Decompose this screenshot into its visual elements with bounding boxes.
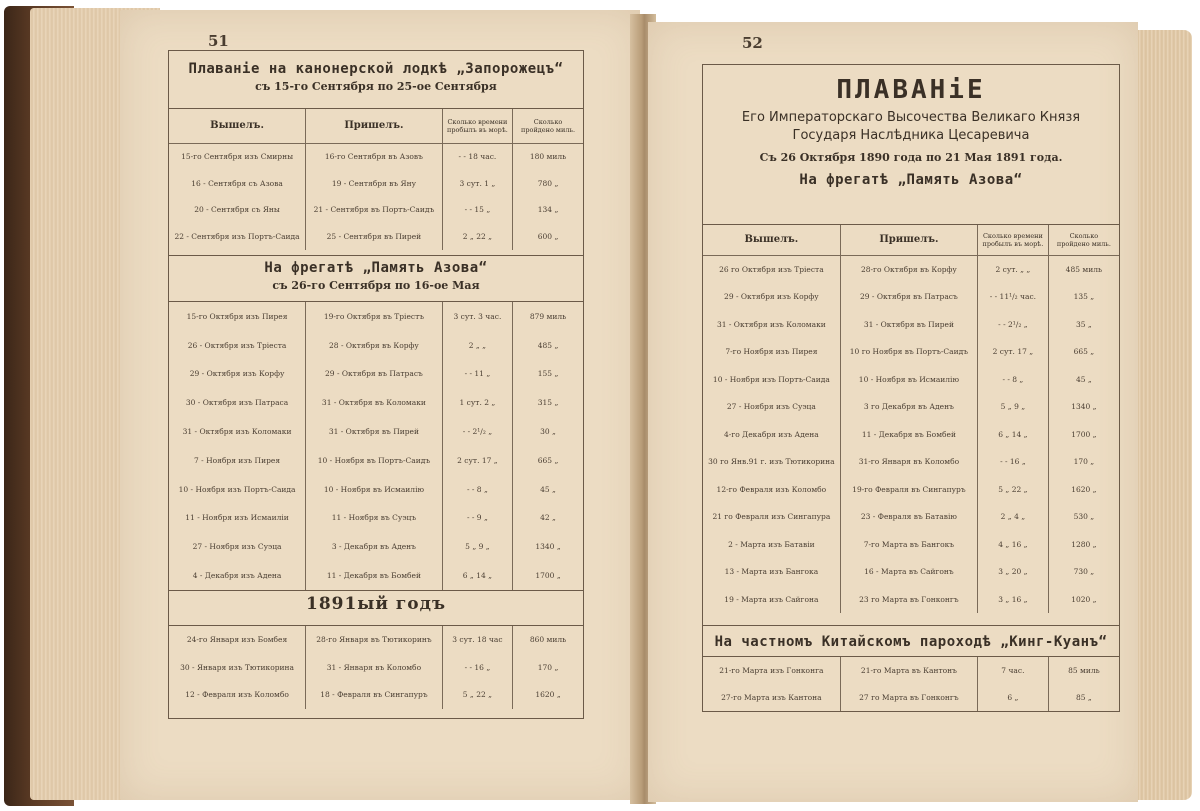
miles-cell: 30 „ (540, 427, 556, 437)
table-row (703, 503, 1119, 531)
time-at-sea-cell: 2 „ 4 „ (978, 503, 1049, 531)
departed-cell: 16 - Сентября съ Азова (169, 170, 306, 197)
col-arrived: Пришелъ. (840, 225, 977, 255)
col-miles: Сколько пройдено миль. (1048, 225, 1119, 255)
col-departed: Вышелъ. (169, 109, 306, 143)
time-at-sea-cell: 3 сут. 3 час. (442, 302, 512, 331)
table-row (169, 388, 583, 417)
departed-cell: 12-го Февраля изъ Коломбо (703, 476, 840, 504)
table-row (169, 170, 583, 197)
section-cesarevich (702, 64, 1120, 712)
miles-cell: 665 „ (1073, 347, 1095, 357)
table-row (703, 558, 1119, 586)
departed-cell: 30 - Января изъ Тютикорина (169, 654, 306, 682)
table-row (169, 626, 583, 654)
miles-cell: 170 „ (1073, 457, 1095, 467)
arrived-cell: 21 - Сентября въ Портъ-Саидъ (306, 197, 443, 224)
table-row (169, 504, 583, 533)
arrived-cell: 19-го Февраля въ Сингапуръ (840, 476, 977, 504)
arrived-cell: 19-го Октября въ Трiестъ (306, 302, 443, 331)
miles-cell: 485 миль (1065, 264, 1103, 274)
time-at-sea-cell: - - 8 „ (978, 366, 1049, 394)
miles-cell: 1280 „ (1071, 539, 1097, 549)
table-row (703, 684, 1119, 711)
departed-cell: 30 го Янв.91 г. изъ Тютикорина (703, 448, 840, 476)
time-at-sea-cell: - - 11 „ (442, 360, 512, 389)
table-row (169, 417, 583, 446)
miles-cell: 42 „ (540, 513, 556, 523)
section-zaporozhets (168, 50, 584, 256)
table-header-row (169, 109, 583, 143)
time-at-sea-cell: 5 „ 9 „ (442, 532, 512, 561)
arrived-cell: 23 го Марта въ Гонконгъ (840, 586, 977, 614)
departed-cell: 27 - Ноября изъ Суэца (169, 532, 306, 561)
col-time-at-sea: Сколько времени пробылъ въ морѣ. (978, 225, 1049, 255)
time-at-sea-cell: 4 „ 16 „ (978, 531, 1049, 559)
table-row (703, 421, 1119, 449)
miles-cell: 530 „ (1073, 512, 1095, 522)
arrived-cell: 11 - Ноября въ Суэцъ (306, 504, 443, 533)
time-at-sea-cell: - - 16 „ (442, 654, 512, 682)
arrived-cell: 10 - Ноября въ Исмаилiю (306, 475, 443, 504)
col-miles: Сколько пройдено миль. (513, 109, 583, 143)
table-row (703, 476, 1119, 504)
subtitle: Его Императорскаго Высочества Великаго Князя Государя Наслѣдника Цесаревича (741, 110, 1081, 143)
time-at-sea-cell: - - 8 „ (442, 475, 512, 504)
arrived-cell: 10 - Ноября въ Портъ-Саидъ (306, 446, 443, 475)
arrived-cell: 10 - Ноября въ Исмаилiю (840, 366, 977, 394)
col-arrived: Пришелъ. (306, 109, 443, 143)
arrived-cell: 28-го Января въ Тютикоринъ (306, 626, 443, 654)
table-row (169, 561, 583, 590)
arrived-cell: 31 - Октября въ Пирей (306, 417, 443, 446)
time-at-sea-cell: 3 „ 20 „ (978, 558, 1049, 586)
departed-cell: 26 го Октября изъ Трiеста (703, 255, 840, 283)
time-at-sea-cell: - - 18 час. (442, 143, 512, 170)
miles-cell: 45 „ (1075, 374, 1092, 384)
miles-cell: 600 „ (537, 231, 559, 241)
time-at-sea-cell: - - 11¹/₂ час. (978, 283, 1049, 311)
arrived-cell: 3 го Декабря въ Аденъ (840, 393, 977, 421)
arrived-cell: 25 - Сентября въ Пирей (306, 223, 443, 250)
vessel-name: На фрегатѣ „Память Азова“ (264, 260, 488, 276)
arrived-cell: 29 - Октября въ Патрасъ (306, 360, 443, 389)
miles-cell: 35 „ (1075, 319, 1092, 329)
departed-cell: 26 - Октября изъ Трiеста (169, 331, 306, 360)
time-at-sea-cell: 6 „ 14 „ (442, 561, 512, 590)
time-at-sea-cell: 6 „ (978, 684, 1049, 711)
col-time-at-sea: Сколько времени пробылъ въ морѣ. (442, 109, 512, 143)
miles-cell: 860 миль (529, 635, 567, 645)
miles-cell: 170 „ (537, 662, 559, 672)
vessel-name: Плаванiе на канонерской лодкѣ „Запорожецъ“ (188, 61, 564, 77)
table-row (703, 531, 1119, 559)
departed-cell: 22 - Сентября изъ Портъ-Саида (169, 223, 306, 250)
departed-cell: 29 - Октября изъ Корфу (703, 283, 840, 311)
arrived-cell: 28 - Октября въ Корфу (306, 331, 443, 360)
miles-cell: 315 „ (537, 398, 559, 408)
table-row (169, 532, 583, 561)
time-at-sea-cell: 2 сут. „ „ (978, 255, 1049, 283)
time-at-sea-cell: 3 сут. 1 „ (442, 170, 512, 197)
table-row (703, 283, 1119, 311)
departed-cell: 13 - Марта изъ Бангока (703, 558, 840, 586)
table-row (169, 197, 583, 224)
table-row (703, 657, 1119, 684)
time-at-sea-cell: - - 2¹/₂ „ (978, 311, 1049, 339)
section-king-kuan (703, 625, 1119, 711)
time-at-sea-cell: 6 „ 14 „ (978, 421, 1049, 449)
departed-cell: 7-го Ноября изъ Пирея (703, 338, 840, 366)
arrived-cell: 31 - Октября въ Коломаки (306, 388, 443, 417)
arrived-cell: 29 - Октября въ Патрасъ (840, 283, 977, 311)
time-at-sea-cell: 5 „ 9 „ (978, 393, 1049, 421)
miles-cell: 665 „ (537, 455, 559, 465)
miles-cell: 134 „ (537, 205, 559, 215)
arrived-cell: 31-го Января въ Коломбо (840, 448, 977, 476)
time-at-sea-cell: 2 сут. 17 „ (978, 338, 1049, 366)
main-title: ПЛАВАНiЕ (836, 75, 986, 105)
miles-cell: 180 миль (529, 152, 567, 162)
voyage-table (703, 657, 1119, 711)
arrived-cell: 31 - Октября въ Пирей (840, 311, 977, 339)
table-row (703, 338, 1119, 366)
departed-cell: 31 - Октября изъ Коломаки (703, 311, 840, 339)
left-page (120, 10, 640, 800)
arrived-cell: 11 - Декабря въ Бомбей (840, 421, 977, 449)
miles-cell: 1340 „ (1071, 402, 1097, 412)
time-at-sea-cell: 5 „ 22 „ (442, 681, 512, 709)
miles-cell: 485 „ (537, 340, 559, 350)
time-at-sea-cell: 2 сут. 17 „ (442, 446, 512, 475)
right-page (648, 22, 1138, 802)
departed-cell: 24-го Января изъ Бомбея (169, 626, 306, 654)
arrived-cell: 16-го Сентября въ Азовъ (306, 143, 443, 170)
departed-cell: 15-го Октября изъ Пирея (169, 302, 306, 331)
miles-cell: 1020 „ (1071, 594, 1097, 604)
departed-cell: 21-го Марта изъ Гонконга (703, 657, 840, 684)
table-row (169, 302, 583, 331)
departed-cell: 27-го Марта изъ Кантона (703, 684, 840, 711)
table-row (703, 366, 1119, 394)
arrived-cell: 31 - Января въ Коломбо (306, 654, 443, 682)
date-range: Съ 26 Октября 1890 года по 21 Мая 1891 года. (759, 151, 1063, 164)
departed-cell: 27 - Ноября изъ Суэца (703, 393, 840, 421)
page-number: 51 (208, 32, 229, 50)
departed-cell: 4-го Декабря изъ Адена (703, 421, 840, 449)
time-at-sea-cell: 3 „ 16 „ (978, 586, 1049, 614)
departed-cell: 11 - Ноября изъ Исмаилiи (169, 504, 306, 533)
time-at-sea-cell: - - 9 „ (442, 504, 512, 533)
section-title (703, 65, 1119, 225)
arrived-cell: 28-го Октября въ Корфу (840, 255, 977, 283)
miles-cell: 85 миль (1068, 666, 1100, 675)
time-at-sea-cell: 2 „ 22 „ (442, 223, 512, 250)
arrived-cell: 7-го Марта въ Бангокъ (840, 531, 977, 559)
miles-cell: 879 миль (529, 311, 567, 321)
table-row (703, 448, 1119, 476)
section-pamyat-azova (168, 254, 584, 591)
time-at-sea-cell: 1 сут. 2 „ (442, 388, 512, 417)
arrived-cell: 19 - Сентября въ Яну (306, 170, 443, 197)
time-at-sea-cell: - - 2¹/₂ „ (442, 417, 512, 446)
departed-cell: 2 - Марта изъ Батавiи (703, 531, 840, 559)
arrived-cell: 11 - Декабря въ Бомбей (306, 561, 443, 590)
table-row (169, 475, 583, 504)
table-row (169, 654, 583, 682)
miles-cell: 155 „ (537, 369, 559, 379)
vessel-name: На частномъ Китайскомъ пароходѣ „Кинг-Куанъ“ (714, 634, 1108, 650)
arrived-cell: 23 - Февраля въ Батавiю (840, 503, 977, 531)
miles-cell: 135 „ (1073, 292, 1095, 302)
time-at-sea-cell: 3 сут. 18 час (442, 626, 512, 654)
arrived-cell: 27 го Марта въ Гонконгъ (840, 684, 977, 711)
year-heading: 1891ый годъ (305, 594, 446, 614)
departed-cell: 31 - Октября изъ Коломаки (169, 417, 306, 446)
voyage-table (169, 109, 583, 250)
time-at-sea-cell: 5 „ 22 „ (978, 476, 1049, 504)
col-departed: Вышелъ. (703, 225, 840, 255)
departed-cell: 20 - Сентября съ Яны (169, 197, 306, 224)
miles-cell: 1620 „ (1071, 484, 1097, 494)
miles-cell: 780 „ (537, 178, 559, 188)
table-row (169, 143, 583, 170)
table-row (169, 360, 583, 389)
departed-cell: 21 го Февраля изъ Сингапура (703, 503, 840, 531)
table-row (169, 681, 583, 709)
arrived-cell: 16 - Марта въ Сайгонъ (840, 558, 977, 586)
section-1891 (168, 590, 584, 719)
miles-cell: 1700 „ (535, 571, 561, 581)
section-title (169, 51, 583, 109)
table-row (703, 586, 1119, 614)
table-row (169, 331, 583, 360)
departed-cell: 7 - Ноября изъ Пирея (169, 446, 306, 475)
arrived-cell: 21-го Марта въ Кантонъ (840, 657, 977, 684)
arrived-cell: 10 го Ноября въ Портъ-Саидъ (840, 338, 977, 366)
table-row (703, 311, 1119, 339)
voyage-table (169, 302, 583, 590)
table-header-row (703, 225, 1119, 255)
table-row (703, 255, 1119, 283)
table-row (169, 223, 583, 250)
time-at-sea-cell: - - 15 „ (442, 197, 512, 224)
time-at-sea-cell: 2 „ „ (442, 331, 512, 360)
arrived-cell: 18 - Февраля въ Сингапуръ (306, 681, 443, 709)
departed-cell: 10 - Ноября изъ Портъ-Саида (703, 366, 840, 394)
page-number: 52 (742, 34, 763, 52)
arrived-cell: 3 - Декабря въ Аденъ (306, 532, 443, 561)
departed-cell: 19 - Марта изъ Сайгона (703, 586, 840, 614)
vessel-name: На фрегатѣ „Память Азова“ (799, 172, 1023, 188)
departed-cell: 10 - Ноября изъ Портъ-Саида (169, 475, 306, 504)
departed-cell: 4 - Декабря изъ Адена (169, 561, 306, 590)
miles-cell: 730 „ (1073, 567, 1095, 577)
departed-cell: 12 - Февраля изъ Коломбо (169, 681, 306, 709)
date-range: съ 26-го Сентября по 16-ое Мая (272, 279, 480, 292)
miles-cell: 45 „ (540, 484, 556, 494)
voyage-table (703, 225, 1119, 613)
voyage-table (169, 626, 583, 709)
time-at-sea-cell: - - 16 „ (978, 448, 1049, 476)
section-title (169, 254, 583, 302)
miles-cell: 1340 „ (535, 542, 561, 552)
miles-cell: 85 „ (1075, 693, 1092, 702)
section-title (169, 590, 583, 626)
departed-cell: 30 - Октября изъ Патраса (169, 388, 306, 417)
departed-cell: 15-го Сентября изъ Смирны (169, 143, 306, 170)
miles-cell: 1700 „ (1071, 429, 1097, 439)
section-title (703, 626, 1119, 657)
time-at-sea-cell: 7 час. (978, 657, 1049, 684)
table-row (703, 393, 1119, 421)
table-row (169, 446, 583, 475)
miles-cell: 1620 „ (535, 690, 561, 700)
departed-cell: 29 - Октября изъ Корфу (169, 360, 306, 389)
date-range: съ 15-го Сентября по 25-ое Сентября (255, 80, 497, 93)
